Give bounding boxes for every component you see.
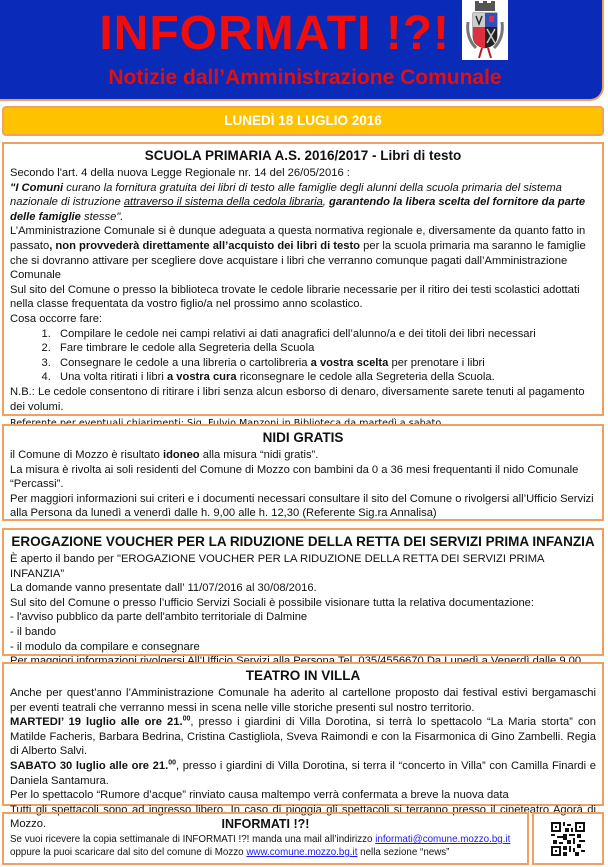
section-voucher [2, 528, 604, 656]
newsletter-subtitle: Notizie dall’Amministrazione Comunale [108, 66, 502, 89]
section-title: SCUOLA PRIMARIA A.S. 2016/2017 - Libri di testo [144, 148, 462, 163]
event-date [10, 760, 176, 772]
text: , presso i giardini di Villa Dorotina, si terrà lo spettacolo “La Maria storta” con Matilde Facheris, Barbara Bedrina, Cristina Castigliola, Sveva Raimondi e con la Fisarmonica di Gino Zambelli. Regia di Alberto Salvi. [10, 716, 596, 758]
footer-line-1 [10, 833, 521, 846]
text: , presso i giardini di Villa Dorotina, si terra il “concerto in Villa” con Camilla Finardi e Daniela Santamura. [10, 759, 596, 787]
document-list-item: - il bando [10, 625, 57, 638]
superscript: 00 [182, 715, 191, 723]
paragraph: Sul sito del Comune o presso l’ufficio Servizi Sociali è possibile visionare tutta la relativa documentazione: [10, 596, 535, 609]
section-title: TEATRO IN VILLA [245, 668, 361, 683]
law-quote [10, 181, 596, 225]
bold-text: , non provvederà direttamente all’acquisto dei libri di testo [49, 239, 361, 252]
step-item [54, 356, 596, 371]
step-item: 2. Fare timbrare le cedole alla Segreteria della Scuola [54, 341, 596, 356]
quote-underline: attraverso il sistema della cedola libraria [123, 196, 323, 209]
steps-label: Cosa occorre fare: [10, 312, 103, 325]
paragraph: Per maggiori informazioni sui criteri e i documenti necessari consultare il sito del Comune o rivolgersi all’Ufficio Servizi alla Persona da lunedì a venerdì dalle h. 9,00 alle h. 12,30 (Referente Sig.ra Annalisa) [10, 492, 594, 520]
paragraph: Per lo spettacolo “Rumore d’acque” rinviato causa maltempo verrà confermata a breve la nuova data [10, 789, 509, 802]
section-title: EROGAZIONE VOUCHER PER LA RIDUZIONE DELLA RETTA DEI SERVIZI PRIMA INFANZIA [11, 534, 595, 549]
qr-code-box [532, 812, 604, 865]
step-item: 1. Compilare le cedole nei campi relativi ai dati anagrafici dell’alunno/a e dei titoli dei libri necessari [54, 327, 596, 342]
bold-text: a vostra cura [166, 371, 237, 384]
coat-of-arms-icon [462, 0, 508, 60]
quote-text: , [322, 196, 330, 209]
quote-text: curano la fornitura gratuita dei libri di testo alle famiglie degli alunni della scuola primaria del sistema nazionale di istruzione [10, 181, 562, 209]
section-nidi-gratis [2, 424, 604, 521]
document-list-item: - il modulo da compilare e consegnare [10, 640, 200, 653]
event-2 [10, 759, 596, 788]
paragraph: Anche per quest’anno l’Amministrazione Comunale ha aderito al cartellone proposto dai festival estivi bergamaschi per eventi teatrali che verranno messi in scena nelle ville storiche presenti sul nostro territorio. [10, 687, 596, 714]
text: riconsegnare le cedole alla Segreteria della Scuola. [236, 371, 495, 384]
website-link[interactable]: www.comune.mozzo.bg.it [246, 847, 358, 858]
bold-text: idoneo [162, 449, 200, 461]
event-date [10, 716, 190, 728]
paragraph [10, 448, 596, 463]
footer-title: INFORMATI !?! [221, 817, 310, 831]
text: alla misura “nidi gratis”. [199, 449, 319, 461]
nota-bene: N.B.: Le cedole consentono di ritirare i libri senza alcun esborso di denaro, diversamente sarete tenuti al pagamento dei volumi. [10, 385, 585, 413]
law-reference: Secondo l'art. 4 della nuova Legge Regionale nr. 14 del 26/05/2016 : [10, 167, 350, 179]
footer-subscribe-info [2, 812, 529, 865]
text: nella sezione “news” [357, 847, 450, 858]
text: MARTEDI’ 19 luglio alle ore 21. [10, 716, 183, 729]
issue-date-bar: LUNEDÌ 18 LUGLIO 2016 [2, 106, 604, 136]
text: SABATO 30 luglio alle ore 21. [10, 759, 169, 772]
text: Una volta ritirati i libri [60, 371, 167, 384]
paragraph: È aperto il bando per "EROGAZIONE VOUCHER PER LA RIDUZIONE DELLA RETTA DEI SERVIZI PRIMA INFANZIA” [10, 553, 544, 580]
section-scuola-primaria [2, 142, 604, 416]
footer-line-2 [10, 846, 521, 859]
text: per prenotare i libri [388, 356, 485, 369]
quote-bold: I Comuni [15, 181, 64, 194]
quote-text: stesse". [80, 210, 124, 223]
text: Consegnare le cedole a una libreria o cartolibreria [60, 356, 311, 369]
text: Se vuoi ricevere la copia settimanale di INFORMATI !?! manda una mail all’indirizzo [10, 834, 376, 845]
text: per la scuola primaria ma saranno le famiglie che si dovranno attivare per scegliere dove acquistare i libri che verranno comunque pagati dall’Amministrazione Comunale [10, 239, 586, 282]
text: L’Amministrazione Comunale si è dunque adeguata a questa normativa regionale e, diversamente da quanto fatto in passato [10, 225, 586, 252]
newsletter-header [0, 0, 604, 101]
paragraph: La domande vanno presentate dall’ 11/07/2016 al 30/08/2016. [10, 582, 317, 595]
text: oppure la puoi scaricare dal sito del comune di Mozzo [10, 847, 247, 858]
paragraph: Tutti gli spettacoli sono ad ingresso libero. In caso di pioggia gli spettacoli si terranno presso il cineteatro Agorà di Mozzo. [10, 803, 596, 831]
superscript: 00 [168, 759, 176, 767]
document-list-item: - l'avviso pubblico da parte dell'ambito territoriale di Dalmine [10, 611, 308, 624]
paragraph: Sul sito del Comune o presso la biblioteca trovate le cedole librarie necessarie per il ritiro dei testi scolastici adottati nella classe frequentata da vostro figlio/a nel prossimo anno scolastico. [10, 283, 580, 311]
bold-text: a vostra scelta [310, 356, 389, 369]
quote-bold: garantendo la libera scelta del fornitore da parte delle famiglie [10, 196, 586, 223]
step-item [54, 370, 596, 385]
steps-list [10, 327, 596, 385]
text: il Comune di Mozzo è risultato [10, 449, 163, 461]
qr-code-icon [551, 822, 585, 856]
paragraph: La misura è rivolta ai soli residenti del Comune di Mozzo con bambini da 0 a 36 mesi frequentanti il nido Comunale “Percassi”. [10, 463, 579, 491]
newsletter-title: INFORMATI !?! [99, 7, 450, 60]
section-title: NIDI GRATIS [262, 430, 344, 445]
quote-mark: " [10, 181, 16, 194]
event-1 [10, 715, 596, 759]
paragraph [10, 224, 596, 282]
email-link[interactable]: informati@comune.mozzo.bg.it [375, 834, 511, 845]
